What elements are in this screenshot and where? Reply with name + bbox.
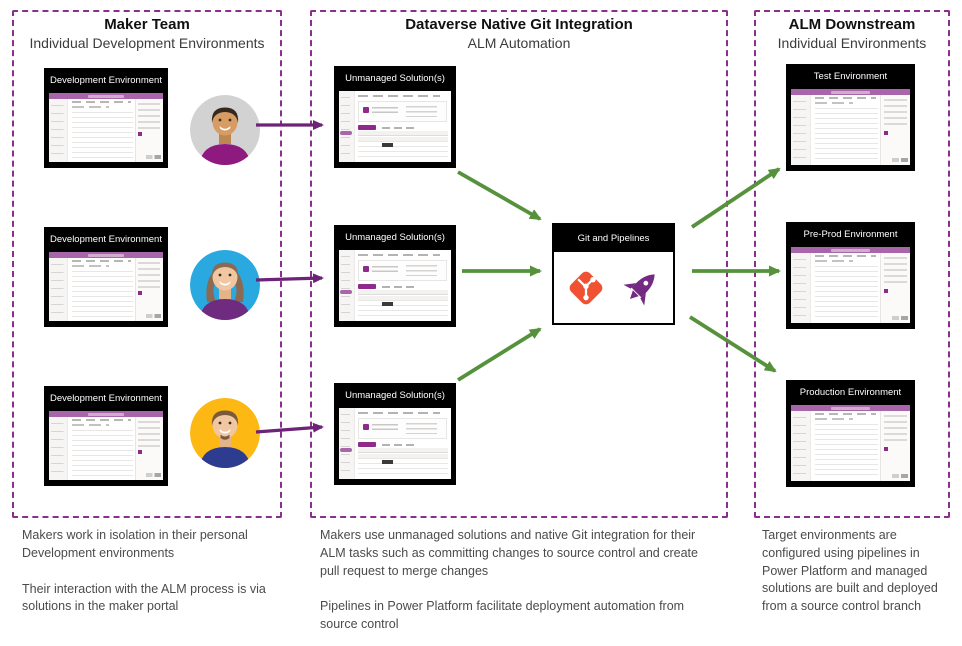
screen-dev-environment-2 (44, 227, 168, 327)
solution-screenshot (339, 91, 451, 162)
panel-down-subtitle: Individual Environments (777, 34, 927, 51)
dev-environment-screenshot (49, 252, 163, 321)
table-thumbnail (68, 417, 134, 480)
screen-production-environment-label: Production Environment (799, 387, 902, 398)
properties-panel-thumbnail (880, 95, 910, 165)
note-maker-paragraph-1: Makers work in isolation in their personal Development environments (22, 528, 248, 560)
screen-dev-environment-1 (44, 68, 168, 168)
properties-panel-thumbnail (880, 253, 910, 323)
person-icon (190, 398, 260, 468)
panel-git-subtitle: ALM Automation (467, 34, 571, 51)
solution-screenshot (339, 250, 451, 321)
preprod-environment-screenshot (791, 247, 910, 323)
note-maker-team (22, 527, 294, 634)
screen-unmanaged-solutions-2-label: Unmanaged Solution(s) (345, 232, 445, 243)
note-dataverse-git (320, 527, 702, 646)
maker-avatar-2 (190, 250, 260, 320)
properties-panel-thumbnail (135, 417, 163, 480)
note-git-paragraph-2: Pipelines in Power Platform facilitate deployment automation from source control (320, 599, 685, 631)
screen-unmanaged-solutions-2 (334, 225, 456, 327)
screen-unmanaged-solutions-3-label: Unmanaged Solution(s) (345, 390, 445, 401)
table-thumbnail (811, 253, 880, 323)
table-thumbnail (811, 95, 880, 165)
test-environment-screenshot (791, 89, 910, 165)
panel-maker-subtitle: Individual Development Environments (29, 34, 265, 51)
screen-dev-environment-3 (44, 386, 168, 486)
person-icon (190, 250, 260, 320)
note-git-paragraph-1: Makers use unmanaged solutions and native Git integration for their ALM tasks such as committing changes to source control and create pull request to merge changes (320, 528, 698, 578)
screen-preprod-environment-label: Pre-Prod Environment (803, 229, 898, 240)
note-down-paragraph-1: Target environments are configured using pipelines in Power Platform and managed solutions are built and deployed from a source control branch (762, 528, 938, 613)
solution-main-thumbnail (354, 91, 451, 162)
maker-avatar-1 (190, 95, 260, 165)
properties-panel-thumbnail (135, 258, 163, 321)
sidebar-thumbnail (791, 411, 811, 481)
screen-unmanaged-solutions-1 (334, 66, 456, 168)
panel-maker-heading (14, 16, 280, 52)
production-environment-screenshot (791, 405, 910, 481)
screen-test-environment (786, 64, 915, 171)
sidebar-thumbnail (791, 95, 811, 165)
panel-down-heading (756, 16, 948, 52)
screen-dev-environment-3-label: Development Environment (50, 393, 162, 404)
rocket-icon (619, 266, 663, 310)
sidebar-thumbnail (49, 258, 68, 321)
solution-main-thumbnail (354, 250, 451, 321)
sidebar-thumbnail (49, 417, 68, 480)
dev-environment-screenshot (49, 93, 163, 162)
note-maker-paragraph-2: Their interaction with the ALM process is via solutions in the maker portal (22, 581, 266, 614)
screen-dev-environment-2-label: Development Environment (50, 234, 162, 245)
screen-preprod-environment (786, 222, 915, 329)
nav-rail-thumbnail (339, 91, 355, 162)
table-thumbnail (811, 411, 880, 481)
panel-git-heading (312, 16, 726, 52)
table-thumbnail (68, 258, 134, 321)
dev-environment-screenshot (49, 411, 163, 480)
solution-main-thumbnail (354, 408, 451, 479)
screen-production-environment (786, 380, 915, 487)
sidebar-thumbnail (49, 99, 68, 162)
solution-screenshot (339, 408, 451, 479)
table-thumbnail (68, 99, 134, 162)
sidebar-thumbnail (791, 253, 811, 323)
screen-unmanaged-solutions-1-label: Unmanaged Solution(s) (345, 73, 445, 84)
git-pipelines-hub (552, 223, 675, 325)
person-icon (190, 95, 260, 165)
note-alm-downstream (762, 527, 954, 634)
screen-unmanaged-solutions-3 (334, 383, 456, 485)
panel-maker-title: Maker Team (104, 16, 190, 33)
properties-panel-thumbnail (880, 411, 910, 481)
panel-git-title: Dataverse Native Git Integration (405, 16, 633, 33)
screen-dev-environment-1-label: Development Environment (50, 75, 162, 86)
git-icon (565, 267, 607, 309)
git-pipelines-hub-label: Git and Pipelines (554, 225, 673, 252)
nav-rail-thumbnail (339, 250, 355, 321)
panel-down-title: ALM Downstream (788, 16, 916, 33)
nav-rail-thumbnail (339, 408, 355, 479)
screen-test-environment-label: Test Environment (813, 71, 888, 82)
maker-avatar-3 (190, 398, 260, 468)
properties-panel-thumbnail (135, 99, 163, 162)
